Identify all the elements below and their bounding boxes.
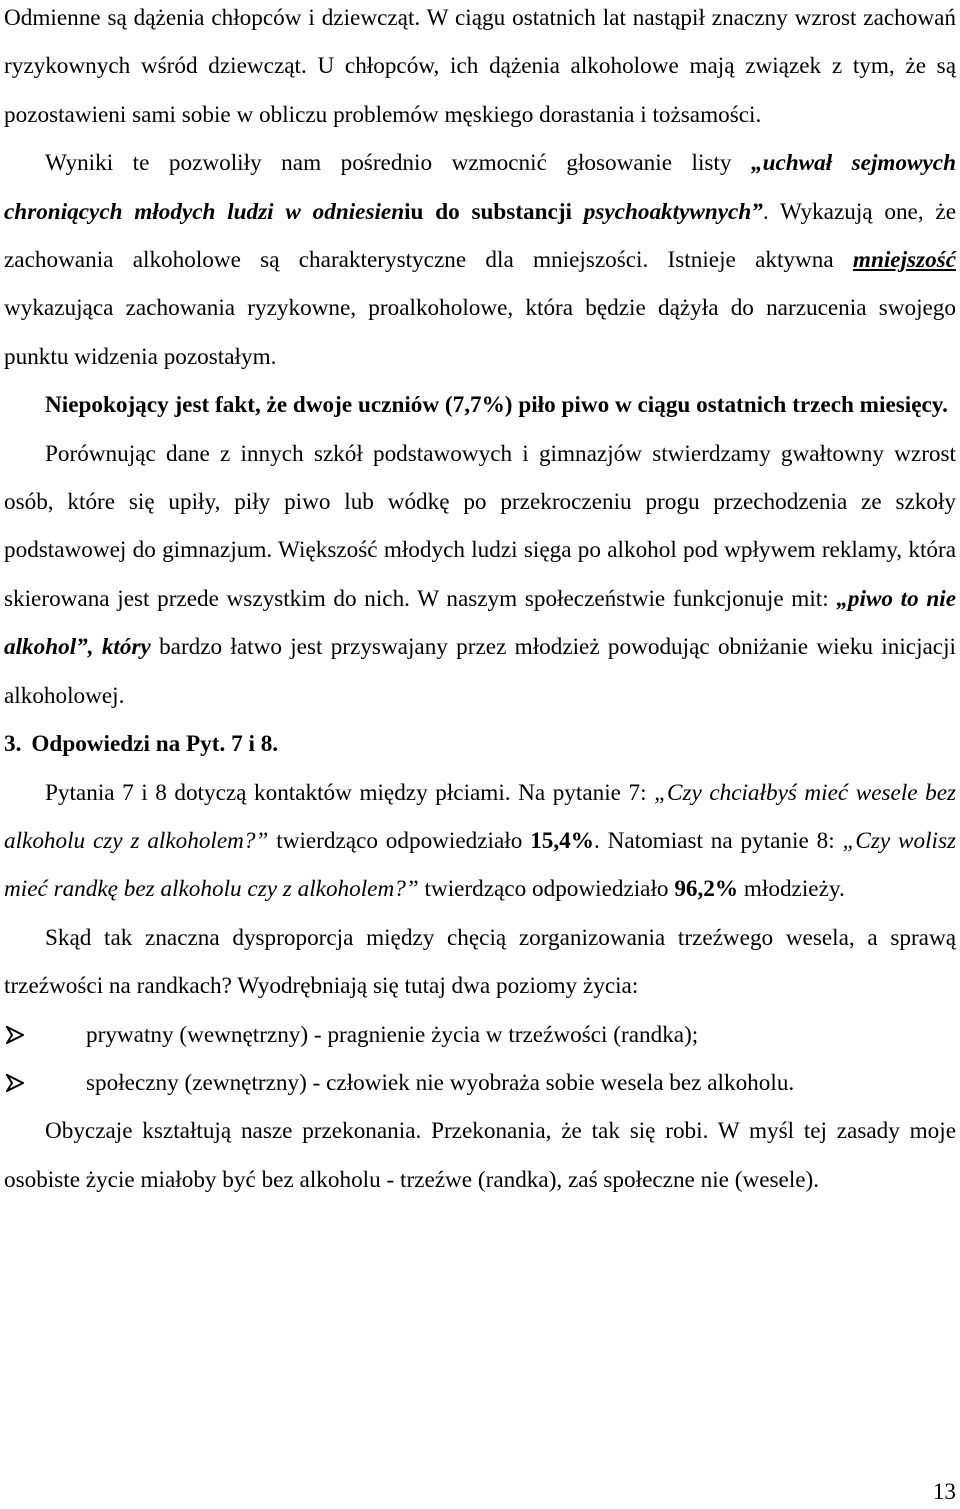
paragraph-2-text-b: . Wykazują one, że zachowania alkoholowe są charakterystyczne dla mniejszości. Istnieje aktywna bbox=[4, 198, 956, 274]
paragraph-4 bbox=[4, 430, 956, 720]
list-item-text: społeczny (zewnętrzny) - człowiek nie wyobraża sobie wesela bez alkoholu. bbox=[86, 1069, 795, 1096]
section-heading bbox=[4, 720, 956, 768]
paragraph-5-text-a: Pytania 7 i 8 dotyczą kontaktów między płciami. Na pytanie 7: bbox=[45, 779, 655, 806]
resolution-title-italic: uchwał sejmowych chroniących młodych ludzi w odniesien bbox=[4, 150, 956, 225]
quote-close: ” bbox=[751, 198, 763, 225]
list-item bbox=[4, 1011, 956, 1059]
question-8-quote: „Czy wolisz mieć randkę bez alkoholu czy z alkoholem?” bbox=[4, 827, 957, 903]
arrowhead-bullet-icon bbox=[4, 1011, 86, 1059]
paragraph-3-bold bbox=[4, 381, 956, 429]
minority-emphasis: mniejszość bbox=[852, 247, 956, 274]
paragraph-6 bbox=[4, 914, 956, 1011]
list-item-text: prywatny (wewnętrzny) - pragnienie życia w trzeźwości (randka); bbox=[86, 1021, 699, 1048]
question-7-percent: 15,4% bbox=[530, 827, 594, 854]
paragraph-5-text-b: twierdząco odpowiedziało bbox=[268, 827, 531, 854]
question-7-quote: „Czy chciałbyś mieć wesele bez alkoholu czy z alkoholem?” bbox=[4, 779, 957, 854]
paragraph-5 bbox=[4, 769, 956, 914]
quote-open: „ bbox=[750, 150, 763, 177]
paragraph-3-text: Niepokojący jest fakt, że dwoje uczniów (7,7%) piło piwo w ciągu ostatnich trzech miesięcy. bbox=[45, 392, 948, 419]
question-8-percent: 96,2% bbox=[674, 876, 739, 903]
myth-quote: „piwo to nie alkohol”, który bbox=[4, 585, 956, 661]
arrowhead-bullet-icon bbox=[4, 1059, 86, 1107]
paragraph-4-text-b: bardzo łatwo jest przyswajany przez młodzież powodując obniżanie wieku inicjacji alkoholowej. bbox=[4, 634, 956, 709]
list-item bbox=[4, 1059, 956, 1107]
levels-list bbox=[4, 1011, 956, 1108]
paragraph-2 bbox=[4, 139, 956, 381]
paragraph-5-text-e: młodzieży. bbox=[738, 876, 845, 903]
section-title: Odpowiedzi na Pyt. 7 i 8. bbox=[31, 731, 279, 758]
paragraph-7 bbox=[4, 1107, 956, 1204]
document-page bbox=[4, 0, 956, 1204]
paragraph-2-text-a: Wyniki te pozwoliły nam pośrednio wzmocnić głosowanie listy bbox=[45, 150, 751, 177]
resolution-title-bold: iu do substancji bbox=[404, 198, 572, 225]
paragraph-1-text: Odmienne są dążenia chłopców i dziewcząt. W ciągu ostatnich lat nastąpił znaczny wzrost zachowań ryzykownych wśród dziewcząt. U chłopców, ich dążenia alkoholowe mają związek z tym, że są pozostawieni sami sobie w obliczu problemów męskiego dorastania i tożsamości. bbox=[4, 5, 956, 128]
paragraph-1 bbox=[4, 0, 956, 139]
paragraph-4-text-a: Porównując dane z innych szkół podstawowych i gimnazjów stwierdzamy gwałtowny wzrost osób, które się upiły, piły piwo lub wódkę po przekroczeniu progu przechodzenia ze szkoły podstawowej do gimnazjum. Większość młodych ludzi sięga po alkohol pod wpływem reklamy, która skierowana jest przede wszystkim do nich. W naszym społeczeństwie funkcjonuje mit: bbox=[4, 440, 956, 612]
paragraph-2-text-c: wykazująca zachowania ryzykowne, proalkoholowe, która będzie dążyła do narzucenia swojego punktu widzenia pozostałym. bbox=[4, 295, 956, 370]
section-number: 3. bbox=[4, 731, 22, 758]
paragraph-5-text-d: twierdząco odpowiedziało bbox=[418, 876, 675, 903]
resolution-title-italic-end: psychoaktywnych bbox=[572, 198, 752, 225]
paragraph-5-text-c: . Natomiast na pytanie 8: bbox=[593, 827, 843, 854]
page-number: 13 bbox=[932, 1479, 956, 1505]
paragraph-7-text: Obyczaje kształtują nasze przekonania. Przekonania, że tak się robi. W myśl tej zasady moje osobiste życie miałoby być bez alkoholu - trzeźwe (randka), zaś społeczne nie (wesele). bbox=[4, 1118, 956, 1193]
paragraph-6-text: Skąd tak znaczna dysproporcja między chęcią zorganizowania trzeźwego wesela, a sprawą trzeźwości na randkach? Wyodrębniają się tutaj dwa poziomy życia: bbox=[4, 924, 956, 1000]
